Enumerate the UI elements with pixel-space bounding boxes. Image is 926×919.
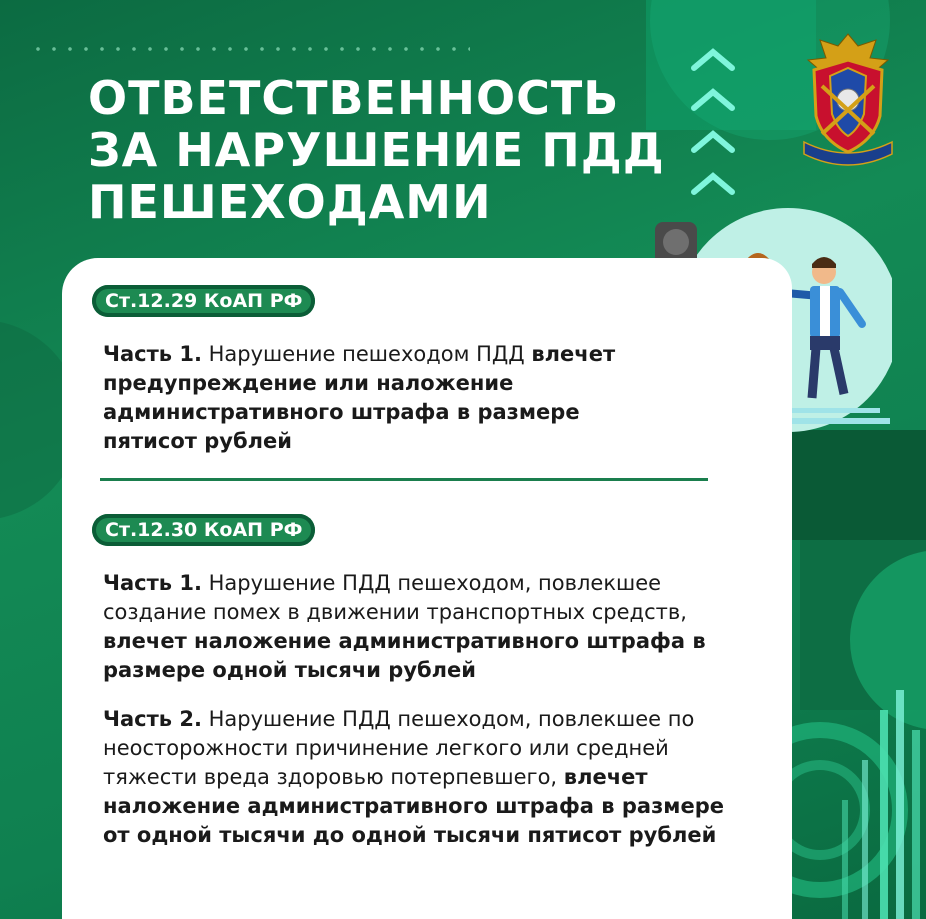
title-line-2: ЗА НАРУШЕНИЕ ПДД <box>88 123 665 177</box>
police-emblem-icon <box>800 30 896 166</box>
section2-part1 <box>103 569 753 685</box>
title-line-3: ПЕШЕХОДАМИ <box>88 175 492 229</box>
article-badge-12-30: Ст.12.30 КоАП РФ <box>92 514 315 546</box>
section1-part1-text: Нарушение пешеходом ПДД <box>201 342 532 366</box>
chevron-up-icon <box>690 86 736 112</box>
article-badge-12-29: Ст.12.29 КоАП РФ <box>92 285 315 317</box>
chevron-up-icon <box>690 170 736 196</box>
section1-part1 <box>103 340 663 456</box>
section2-part2 <box>103 705 753 850</box>
chevron-up-icon <box>690 128 736 154</box>
title-line-1: ОТВЕТСТВЕННОСТЬ <box>88 71 620 125</box>
section1-part1-label: Часть 1. <box>103 342 202 366</box>
section1-part1-bold: влечет предупреждение или наложение административного штрафа в размере пятисот рублей <box>103 342 616 453</box>
section2-part2-text: Нарушение ПДД пешеходом, повлекшее по неосторожности причинение легкого или средней тяжести вреда здоровью потерпевшего, <box>103 707 695 789</box>
dotted-line-decor <box>30 46 470 52</box>
chevron-up-icon <box>690 46 736 72</box>
section2-part1-bold: влечет наложение административного штрафа в размере одной тысячи рублей <box>103 629 706 682</box>
section2-part2-bold: влечет наложение административного штрафа в размере от одной тысячи до одной тысячи пятисот рублей <box>103 765 724 847</box>
section2-part1-label: Часть 1. <box>103 571 202 595</box>
divider <box>100 478 708 481</box>
section2-part2-label: Часть 2. <box>103 707 202 731</box>
page-title <box>88 72 665 228</box>
section2-part1-text: Нарушение ПДД пешеходом, повлекшее создание помех в движении транспортных средств, <box>103 571 687 624</box>
